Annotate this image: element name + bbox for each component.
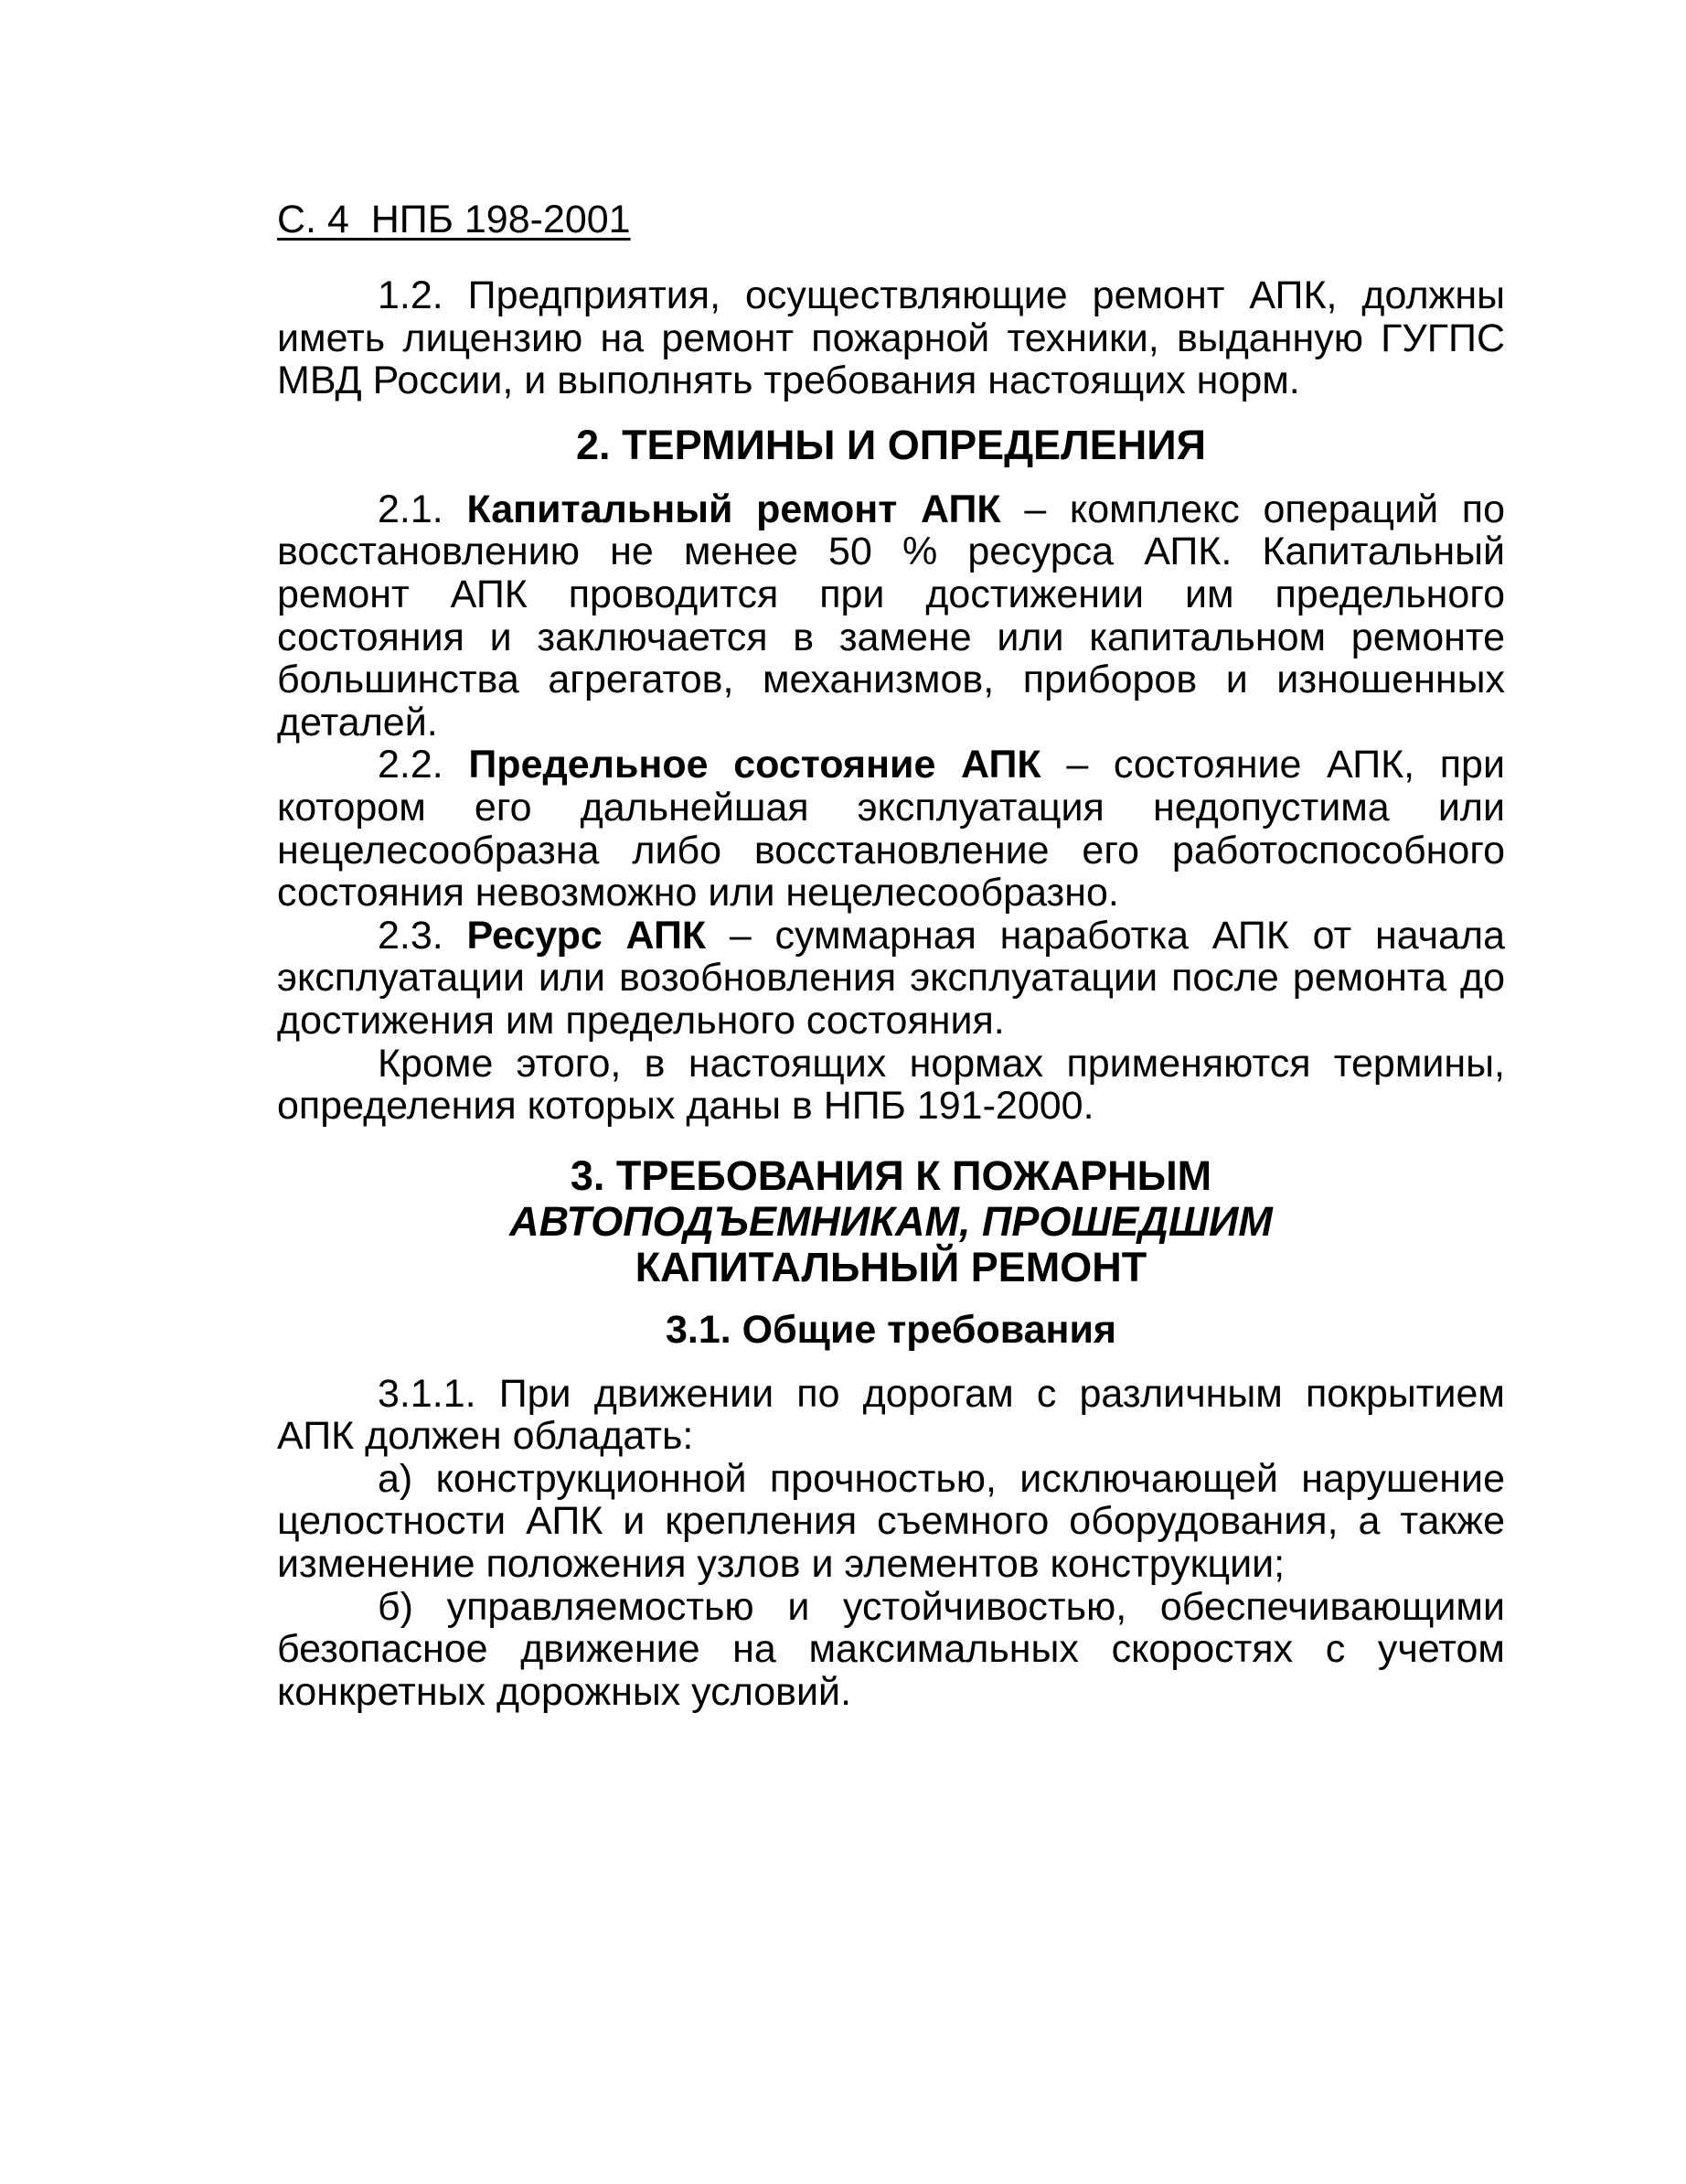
paragraph-additional-terms: Кроме этого, в настоящих нормах применяются термины, определения которых даны в НПБ 191-2000. bbox=[277, 1041, 1505, 1129]
paragraph-2-3-number: 2.3. bbox=[378, 913, 443, 958]
paragraph-2-2-number: 2.2. bbox=[378, 743, 443, 787]
list-item-a: а) конструкционной прочностью, исключающей нарушение целостности АПК и крепления съемного оборудования, а также изменение положения узлов и элементов конструкции; bbox=[277, 1456, 1505, 1587]
term-capital-repair: Капитальный ремонт АПК bbox=[466, 487, 1001, 531]
definition-resource: – суммарная наработка АПК от начала эксплуатации или возобновления эксплуатации после ремонта до достижения им предельного состояния. bbox=[277, 913, 1505, 1043]
page-header: С. 4 НПБ 198-2001 bbox=[277, 198, 631, 241]
section-2-heading: 2. ТЕРМИНЫ И ОПРЕДЕЛЕНИЯ bbox=[576, 421, 1206, 468]
list-item-b: б) управляемостью и устойчивостью, обеспечивающими безопасное движение на максимальных скоростях с учетом конкретных дорожных условий. bbox=[277, 1584, 1505, 1714]
section-3-heading-line-3: КАПИТАЛЬНЫЙ РЕМОНТ bbox=[635, 1243, 1147, 1290]
paragraph-2-1 bbox=[277, 488, 1505, 744]
page-content bbox=[277, 274, 1505, 1713]
paragraph-3-1-1: 3.1.1. При движении по дорогам с различным покрытием АПК должен обладать: bbox=[277, 1371, 1505, 1459]
section-3-1-heading: 3.1. Общие требования bbox=[665, 1307, 1117, 1352]
paragraph-1-2: 1.2. Предприятия, осуществляющие ремонт АПК, должны иметь лицензию на ремонт пожарной техники, выданную ГУГПС МВД России, и выполнять требования настоящих норм. bbox=[277, 273, 1505, 403]
paragraph-2-3 bbox=[277, 915, 1505, 1043]
section-3-heading-line-2: АВТОПОДЪЕМНИКАМ, ПРОШЕДШИМ bbox=[509, 1197, 1273, 1245]
term-limit-state: Предельное состояние АПК bbox=[468, 743, 1041, 787]
paragraph-2-2 bbox=[277, 744, 1505, 914]
definition-capital-repair: – комплекс операций по восстановлению не менее 50 % ресурса АПК. Капитальный ремонт АПК проводится при достижении им предельного состояния и заключается в замене или капитальном ремонте большинства агрегатов, механизмов, приборов и изношенных деталей. bbox=[277, 487, 1506, 744]
paragraph-2-1-number: 2.1. bbox=[378, 487, 443, 531]
term-resource: Ресурс АПК bbox=[466, 913, 707, 958]
section-3-heading bbox=[277, 1153, 1505, 1290]
section-3-heading-line-1: 3. ТРЕБОВАНИЯ К ПОЖАРНЫМ bbox=[570, 1151, 1212, 1199]
definition-limit-state: – состояние АПК, при котором его дальнейшая эксплуатация недопустима или нецелесообразна либо восстановление его работоспособного состояния невозможно или нецелесообразно. bbox=[277, 743, 1505, 915]
